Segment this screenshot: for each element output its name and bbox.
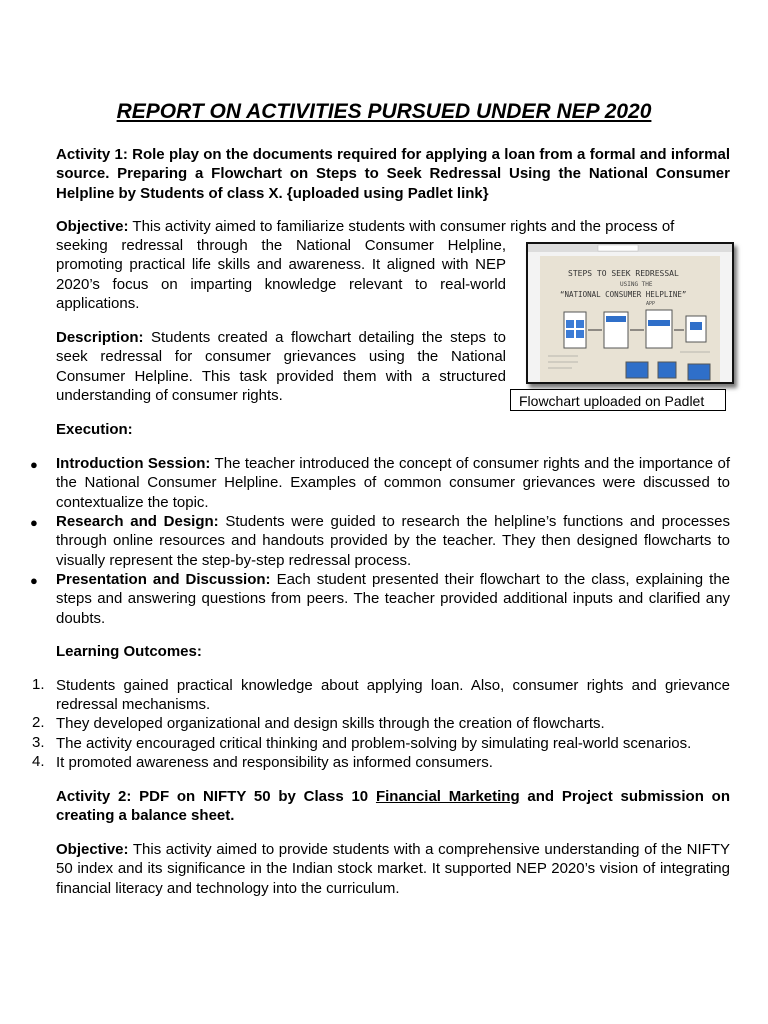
execution-item-text: The teacher introduced the concept of consumer rights and the importance of the National Consumer Helpline. Examples of common consumer grievances were discussed to contextualize the topic. [56,455,731,511]
outcome-item: They developed organizational and design skills through the creation of flowcharts. [56,715,605,732]
outcome-item: The activity encouraged critical thinking and problem-solving by simulating real-world scenarios. [56,735,692,752]
activity2-heading-pre: Activity 2: PDF on NIFTY 50 by Class 10 [56,788,376,805]
activity2-objective-text: This activity aimed to provide students with a comprehensive understanding of the NIFTY 50 index and its significance in the Indian stock market. It supported NEP 2020’s vision of integrating financial literacy and technology into the curriculum. [56,841,730,897]
description-text: Students created a flowchart detailing the steps to seek redressal for consumer grievances using the National Consumer Helpline. This task provided them with a structured understanding of consumer rights. [56,329,506,404]
report-title: REPORT ON ACTIVITIES PURSUED UNDER NEP 2020 [116,100,652,123]
activity2-heading [56,787,730,826]
execution-item-label: Introduction Session: [56,455,211,472]
list-number: 4. [32,753,45,770]
flowchart-image [526,242,734,384]
flowchart-photo-illustration [528,244,732,382]
activity2-heading-post: and Project submission on creating a balance sheet. [56,788,730,825]
activity1-description [56,328,506,405]
execution-item [56,512,730,570]
list-number: 3. [32,734,45,751]
bullet-icon: ● [30,573,38,588]
activity1-objective-rest: seeking redressal through the National Consumer Helpline, promoting practical life skills and awareness. It aligned with NEP 2020’s focus on imparting knowledge relevant to real-world applications. [56,237,506,312]
description-label: Description: [56,329,144,346]
activity1-heading: Activity 1: Role play on the documents required for applying a loan from a formal and informal source. Preparing a Flowchart on Steps to Seek Redressal Using the National Consumer Helpline by Students of class X. {uploaded using Padlet link} [56,146,730,202]
execution-item-text: Each student presented their flowchart to the class, explaining the steps and answering questions from peers. The teacher provided additional inputs and clarified any doubts. [56,571,731,627]
activity1-objective-line1 [56,217,730,236]
objective-label: Objective: [56,218,129,235]
execution-item-label: Research and Design: [56,513,219,530]
execution-item-label: Presentation and Discussion: [56,571,271,588]
learning-outcomes-heading: Learning Outcomes: [56,643,202,660]
list-number: 2. [32,714,45,731]
list-number: 1. [32,676,45,693]
image-caption: Flowchart uploaded on Padlet [510,389,726,411]
activity2-heading-underlined: Financial Marketing [375,788,520,805]
execution-item-text: Students were guided to research the helpline’s functions and processes through online resources and handouts provided by the teacher. They then designed flowcharts to visually represent the step-by-step redressal process. [56,513,730,569]
photo-line2: USING THE [620,281,653,288]
objective-line1-text: This activity aimed to familiarize students with consumer rights and the process of [128,218,675,235]
outcome-item: It promoted awareness and responsibility as informed consumers. [56,754,493,771]
activity2-objective [56,840,730,898]
execution-item [56,454,730,512]
bullet-icon: ● [30,515,38,530]
execution-item [56,570,730,628]
photo-line4: APP [646,301,656,307]
outcome-item: Students gained practical knowledge about applying loan. Also, consumer rights and grievance redressal mechanisms. [56,677,730,714]
execution-heading: Execution: [56,421,133,438]
photo-line1: STEPS TO SEEK REDRESSAL [568,269,679,278]
objective-label: Objective: [56,841,129,858]
photo-line3: “NATIONAL CONSUMER HELPLINE” [560,290,687,299]
bullet-icon: ● [30,457,38,472]
